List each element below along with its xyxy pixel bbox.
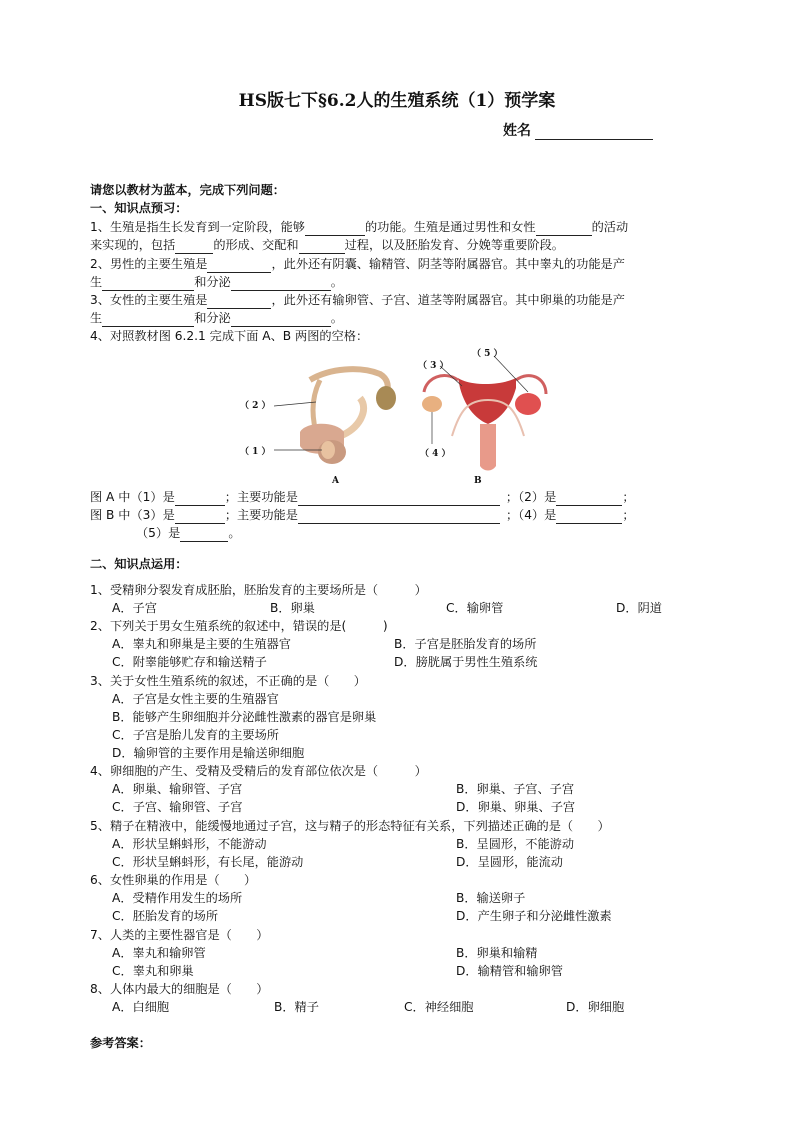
- blank-14[interactable]: [175, 510, 225, 524]
- question-8-option-a[interactable]: A．白细胞: [112, 1000, 170, 1014]
- question-7-stem: 7、人类的主要性器官是（ ）: [90, 928, 269, 942]
- question-2-option-c[interactable]: C．附睾能够贮存和输送精子: [112, 655, 267, 669]
- reproductive-figure: [240, 340, 560, 488]
- question-7-option-d[interactable]: D．输精管和输卵管: [456, 964, 563, 978]
- question-8-option-c[interactable]: C．神经细胞: [404, 1000, 474, 1014]
- question-4-stem: 4、卵细胞的产生、受精及受精后的发育部位依次是（ ）: [90, 764, 427, 778]
- p1-line1: 1、生殖是指生长发育到一定阶段，能够 的功能。生殖是通过男性和女性 的活动: [90, 220, 629, 234]
- name-blank[interactable]: [535, 124, 653, 140]
- testis-shape: [321, 441, 335, 459]
- blank-1[interactable]: [305, 222, 365, 236]
- left-ovary-shape: [422, 396, 442, 412]
- question-2-option-b[interactable]: B．子宫是胚胎发育的场所: [394, 637, 537, 651]
- question-1-option-a[interactable]: A．子宫: [112, 601, 157, 615]
- question-1-stem: 1、受精卵分裂发育成胚胎，胚胎发育的主要场所是（ ）: [90, 583, 427, 597]
- blank-16[interactable]: [556, 510, 622, 524]
- question-7-option-a[interactable]: A．睾丸和输卵管: [112, 946, 206, 960]
- question-4-option-a[interactable]: A．卵巢、输卵管、子宫: [112, 782, 243, 796]
- blank-6[interactable]: [102, 277, 194, 291]
- question-3-option-a[interactable]: A．子宫是女性主要的生殖器官: [112, 692, 279, 706]
- intro-text: 请您以教材为蓝本，完成下列问题：: [90, 183, 285, 197]
- blank-12[interactable]: [298, 492, 500, 506]
- vas-deferens-shape: [310, 369, 388, 398]
- fig-label-3: （ 3 ）: [418, 361, 449, 371]
- question-8-option-d[interactable]: D．卵细胞: [566, 1000, 625, 1014]
- p3-line2: 生 和分泌 。: [90, 311, 343, 325]
- fig-label-1: （ 1 ）: [240, 447, 271, 457]
- name-field: [503, 120, 653, 140]
- question-6-option-b[interactable]: B．输送卵子: [456, 891, 526, 905]
- section2-heading: 二、知识点运用：: [90, 557, 188, 571]
- fig-caption-b: B: [474, 476, 482, 486]
- page-title: HS版七下§6.2人的生殖系统（1）预学案: [238, 91, 556, 111]
- question-1-option-d[interactable]: D．阴道: [616, 601, 662, 615]
- question-7-option-c[interactable]: C．睾丸和卵巢: [112, 964, 194, 978]
- blank-4[interactable]: [299, 240, 345, 254]
- question-4-option-c[interactable]: C．子宫、输卵管、子宫: [112, 800, 243, 814]
- pointer-2: [274, 402, 316, 406]
- blank-13[interactable]: [556, 492, 622, 506]
- blank-9[interactable]: [102, 313, 194, 327]
- blank-11[interactable]: [175, 492, 225, 506]
- right-tube-shape: [516, 376, 546, 394]
- figA-line: 图 A 中（1）是 ；主要功能是 ；（2）是 ；: [90, 490, 635, 504]
- fig-label-5: （ 5 ）: [472, 349, 503, 359]
- blank-7[interactable]: [231, 277, 331, 291]
- question-5-option-c[interactable]: C．形状呈蝌蚪形，有长尾，能游动: [112, 855, 304, 869]
- p3-line1: 3、女性的主要生殖是 ，此外还有输卵管、子宫、道茎等附属器官。其中卵巢的功能是产: [90, 293, 625, 307]
- urethra-shape: [340, 398, 364, 436]
- gland-shape: [376, 386, 396, 410]
- fig-caption-a: A: [332, 476, 339, 486]
- right-ovary-shape: [515, 393, 541, 415]
- question-3-option-b[interactable]: B．能够产生卵细胞并分泌雌性激素的器官是卵巢: [112, 710, 377, 724]
- question-5-option-d[interactable]: D．呈圆形，能流动: [456, 855, 563, 869]
- answers-heading: 参考答案：: [90, 1036, 151, 1050]
- question-5-option-a[interactable]: A．形状呈蝌蚪形，不能游动: [112, 837, 267, 851]
- question-3-option-c[interactable]: C．子宫是胎儿发育的主要场所: [112, 728, 279, 742]
- question-8-option-b[interactable]: B．精子: [274, 1000, 319, 1014]
- question-4-option-d[interactable]: D．卵巢、卵巢、子宫: [456, 800, 576, 814]
- question-2-option-d[interactable]: D．膀胱属于男性生殖系统: [394, 655, 538, 669]
- blank-5[interactable]: [207, 259, 271, 273]
- name-label: 姓名: [503, 123, 531, 139]
- question-2-stem: 2、下列关于男女生殖系统的叙述中，错误的是( ): [90, 619, 388, 633]
- p2-line1: 2、男性的主要生殖是 ，此外还有阴囊、输精管、阴茎等附属器官。其中睾丸的功能是产: [90, 257, 625, 271]
- question-3-option-d[interactable]: D．输卵管的主要作用是输送卵细胞: [112, 746, 305, 760]
- question-3-stem: 3、关于女性生殖系统的叙述，不正确的是（ ）: [90, 674, 366, 688]
- blank-8[interactable]: [207, 295, 271, 309]
- figB-line: 图 B 中（3）是 ；主要功能是 ；（4）是 ；: [90, 508, 635, 522]
- p4-text: 4、对照教材图 6.2.1 完成下面 A、B 两图的空格：: [90, 329, 369, 343]
- question-7-option-b[interactable]: B．卵巢和输精: [456, 946, 538, 960]
- question-8-stem: 8、人体内最大的细胞是（ ）: [90, 982, 269, 996]
- question-1-option-c[interactable]: C．输卵管: [446, 601, 504, 615]
- fig-label-2: （ 2 ）: [240, 401, 271, 411]
- p1-line2: 来实现的，包括 的形成、交配和 过程，以及胚胎发育、分娩等重要阶段。: [90, 238, 564, 252]
- blank-3[interactable]: [175, 240, 213, 254]
- p2-line2: 生 和分泌 。: [90, 275, 343, 289]
- question-6-stem: 6、女性卵巢的作用是（ ）: [90, 873, 257, 887]
- question-6-option-a[interactable]: A．受精作用发生的场所: [112, 891, 243, 905]
- male-diagram: [274, 369, 396, 464]
- question-6-option-c[interactable]: C．胚胎发育的场所: [112, 909, 219, 923]
- fig-label-4: （ 4 ）: [420, 449, 451, 459]
- question-5-option-b[interactable]: B．呈圆形，不能游动: [456, 837, 575, 851]
- section1-heading: 一、知识点预习：: [90, 201, 188, 215]
- question-1-option-b[interactable]: B．卵巢: [270, 601, 315, 615]
- vagina-shape: [480, 424, 496, 471]
- question-6-option-d[interactable]: D．产生卵子和分泌雌性激素: [456, 909, 612, 923]
- reproductive-illustration: [240, 340, 560, 488]
- blank-17[interactable]: [180, 528, 228, 542]
- question-5-stem: 5、精子在精液中，能缓慢地通过子宫，这与精子的形态特征有关系，下列描述正确的是（ ）: [90, 819, 610, 833]
- blank-2[interactable]: [536, 222, 592, 236]
- figB5-line: （5）是 。: [136, 526, 241, 540]
- question-4-option-b[interactable]: B．卵巢、子宫、子宫: [456, 782, 575, 796]
- blank-10[interactable]: [231, 313, 331, 327]
- blank-15[interactable]: [298, 510, 500, 524]
- question-2-option-a[interactable]: A．睾丸和卵巢是主要的生殖器官: [112, 637, 291, 651]
